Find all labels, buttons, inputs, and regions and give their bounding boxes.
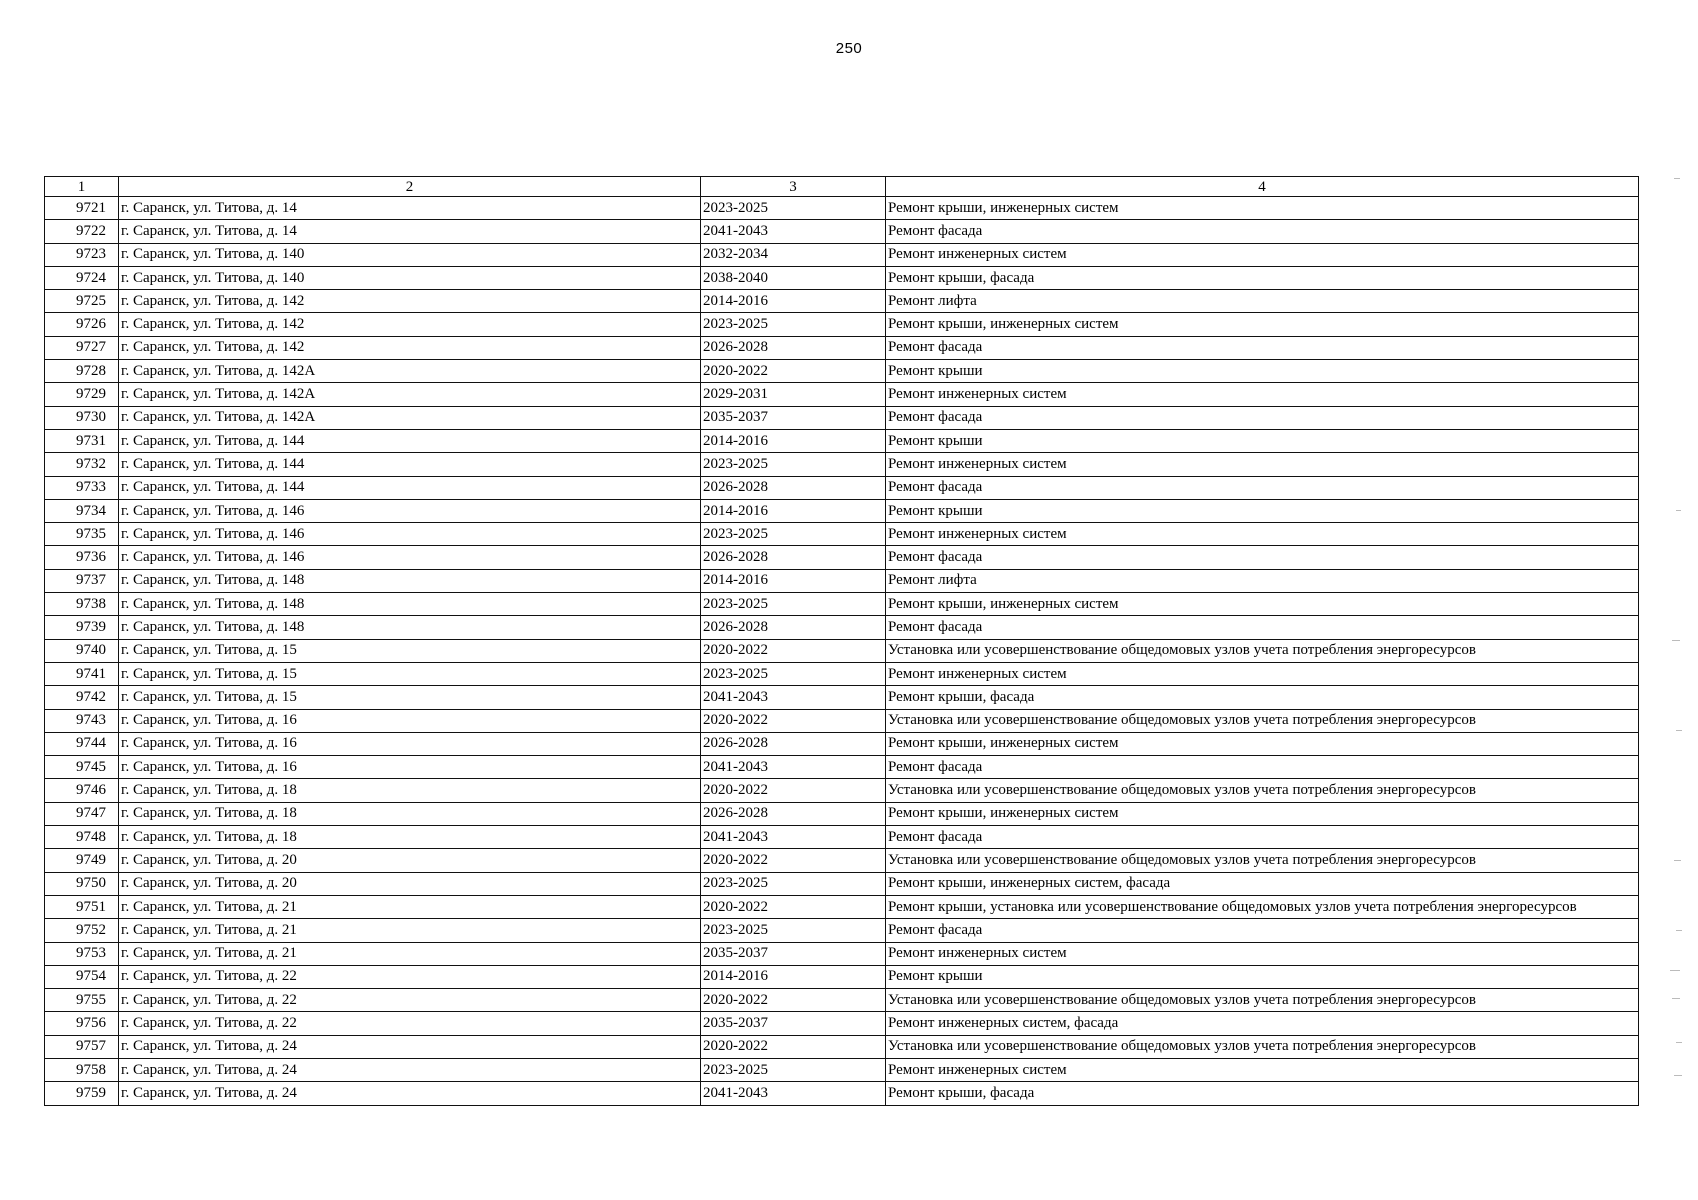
capital-repair-table <box>44 176 1639 1106</box>
header-col-3: 3 <box>701 177 886 197</box>
row-number-cell: 9736 <box>45 546 119 569</box>
page-number: 250 <box>835 40 863 57</box>
row-number-cell: 9737 <box>45 569 119 592</box>
row-number-cell: 9758 <box>45 1058 119 1081</box>
work-type-cell: Ремонт фасада <box>886 546 1639 569</box>
table-row <box>45 1012 1639 1035</box>
table-body <box>45 197 1639 1106</box>
address-cell: г. Саранск, ул. Титова, д. 140 <box>119 266 701 289</box>
work-type-cell: Ремонт инженерных систем <box>886 662 1639 685</box>
work-type-cell: Ремонт крыши, инженерных систем <box>886 593 1639 616</box>
work-type-cell: Ремонт крыши <box>886 965 1639 988</box>
work-type-cell: Ремонт крыши <box>886 360 1639 383</box>
address-cell: г. Саранск, ул. Титова, д. 142 <box>119 336 701 359</box>
work-type-cell: Ремонт инженерных систем <box>886 942 1639 965</box>
table-row <box>45 523 1639 546</box>
table-row <box>45 849 1639 872</box>
work-type-cell: Ремонт фасада <box>886 826 1639 849</box>
work-type-cell: Ремонт инженерных систем <box>886 1058 1639 1081</box>
period-cell: 2026-2028 <box>701 732 886 755</box>
row-number-cell: 9751 <box>45 895 119 918</box>
address-cell: г. Саранск, ул. Титова, д. 140 <box>119 243 701 266</box>
period-cell: 2026-2028 <box>701 802 886 825</box>
address-cell: г. Саранск, ул. Титова, д. 15 <box>119 686 701 709</box>
header-col-4: 4 <box>886 177 1639 197</box>
period-cell: 2035-2037 <box>701 942 886 965</box>
table-row <box>45 989 1639 1012</box>
table-row <box>45 919 1639 942</box>
address-cell: г. Саранск, ул. Титова, д. 144 <box>119 453 701 476</box>
period-cell: 2020-2022 <box>701 779 886 802</box>
period-cell: 2023-2025 <box>701 523 886 546</box>
work-type-cell: Установка или усовершенствование общедомовых узлов учета потребления энергоресурсов <box>886 989 1639 1012</box>
table-row <box>45 1035 1639 1058</box>
row-number-cell: 9741 <box>45 662 119 685</box>
address-cell: г. Саранск, ул. Титова, д. 146 <box>119 523 701 546</box>
row-number-cell: 9752 <box>45 919 119 942</box>
period-cell: 2023-2025 <box>701 662 886 685</box>
address-cell: г. Саранск, ул. Титова, д. 148 <box>119 569 701 592</box>
work-type-cell: Ремонт крыши, инженерных систем <box>886 732 1639 755</box>
table-row <box>45 965 1639 988</box>
table-header <box>45 177 1639 197</box>
period-cell: 2026-2028 <box>701 476 886 499</box>
row-number-cell: 9738 <box>45 593 119 616</box>
address-cell: г. Саранск, ул. Титова, д. 144 <box>119 476 701 499</box>
period-cell: 2020-2022 <box>701 639 886 662</box>
row-number-cell: 9753 <box>45 942 119 965</box>
period-cell: 2026-2028 <box>701 336 886 359</box>
period-cell: 2038-2040 <box>701 266 886 289</box>
period-cell: 2041-2043 <box>701 756 886 779</box>
table-row <box>45 732 1639 755</box>
row-number-cell: 9728 <box>45 360 119 383</box>
table-row <box>45 499 1639 522</box>
table-row <box>45 802 1639 825</box>
row-number-cell: 9726 <box>45 313 119 336</box>
table-row <box>45 686 1639 709</box>
period-cell: 2023-2025 <box>701 313 886 336</box>
address-cell: г. Саранск, ул. Титова, д. 146 <box>119 499 701 522</box>
address-cell: г. Саранск, ул. Титова, д. 16 <box>119 732 701 755</box>
work-type-cell: Ремонт лифта <box>886 290 1639 313</box>
address-cell: г. Саранск, ул. Титова, д. 22 <box>119 1012 701 1035</box>
work-type-cell: Ремонт лифта <box>886 569 1639 592</box>
table-row <box>45 942 1639 965</box>
table-row <box>45 826 1639 849</box>
address-cell: г. Саранск, ул. Титова, д. 21 <box>119 919 701 942</box>
table-row <box>45 639 1639 662</box>
work-type-cell: Ремонт фасада <box>886 756 1639 779</box>
address-cell: г. Саранск, ул. Титова, д. 20 <box>119 849 701 872</box>
header-col-1: 1 <box>45 177 119 197</box>
row-number-cell: 9735 <box>45 523 119 546</box>
table-row <box>45 1082 1639 1105</box>
period-cell: 2023-2025 <box>701 453 886 476</box>
period-cell: 2020-2022 <box>701 895 886 918</box>
table-row <box>45 360 1639 383</box>
address-cell: г. Саранск, ул. Титова, д. 146 <box>119 546 701 569</box>
work-type-cell: Ремонт инженерных систем <box>886 453 1639 476</box>
period-cell: 2014-2016 <box>701 569 886 592</box>
work-type-cell: Ремонт крыши, фасада <box>886 686 1639 709</box>
work-type-cell: Установка или усовершенствование общедомовых узлов учета потребления энергоресурсов <box>886 849 1639 872</box>
address-cell: г. Саранск, ул. Титова, д. 18 <box>119 779 701 802</box>
period-cell: 2035-2037 <box>701 406 886 429</box>
address-cell: г. Саранск, ул. Титова, д. 18 <box>119 826 701 849</box>
row-number-cell: 9729 <box>45 383 119 406</box>
row-number-cell: 9727 <box>45 336 119 359</box>
period-cell: 2023-2025 <box>701 919 886 942</box>
work-type-cell: Ремонт крыши, инженерных систем <box>886 313 1639 336</box>
period-cell: 2032-2034 <box>701 243 886 266</box>
period-cell: 2029-2031 <box>701 383 886 406</box>
work-type-cell: Ремонт фасада <box>886 616 1639 639</box>
work-type-cell: Установка или усовершенствование общедомовых узлов учета потребления энергоресурсов <box>886 639 1639 662</box>
row-number-cell: 9743 <box>45 709 119 732</box>
address-cell: г. Саранск, ул. Титова, д. 142А <box>119 383 701 406</box>
row-number-cell: 9731 <box>45 429 119 452</box>
address-cell: г. Саранск, ул. Титова, д. 144 <box>119 429 701 452</box>
work-type-cell: Ремонт фасада <box>886 476 1639 499</box>
row-number-cell: 9746 <box>45 779 119 802</box>
work-type-cell: Ремонт инженерных систем <box>886 383 1639 406</box>
row-number-cell: 9742 <box>45 686 119 709</box>
row-number-cell: 9740 <box>45 639 119 662</box>
table-row <box>45 616 1639 639</box>
address-cell: г. Саранск, ул. Титова, д. 16 <box>119 756 701 779</box>
row-number-cell: 9744 <box>45 732 119 755</box>
address-cell: г. Саранск, ул. Титова, д. 22 <box>119 965 701 988</box>
address-cell: г. Саранск, ул. Титова, д. 142А <box>119 360 701 383</box>
address-cell: г. Саранск, ул. Титова, д. 20 <box>119 872 701 895</box>
row-number-cell: 9755 <box>45 989 119 1012</box>
period-cell: 2020-2022 <box>701 989 886 1012</box>
row-number-cell: 9757 <box>45 1035 119 1058</box>
scan-margin-marks <box>1646 170 1686 1110</box>
work-type-cell: Ремонт фасада <box>886 220 1639 243</box>
work-type-cell: Установка или усовершенствование общедомовых узлов учета потребления энергоресурсов <box>886 779 1639 802</box>
address-cell: г. Саранск, ул. Титова, д. 14 <box>119 220 701 243</box>
table-row <box>45 266 1639 289</box>
row-number-cell: 9759 <box>45 1082 119 1105</box>
table-row <box>45 220 1639 243</box>
period-cell: 2026-2028 <box>701 616 886 639</box>
table-row <box>45 453 1639 476</box>
row-number-cell: 9754 <box>45 965 119 988</box>
period-cell: 2020-2022 <box>701 849 886 872</box>
work-type-cell: Установка или усовершенствование общедомовых узлов учета потребления энергоресурсов <box>886 709 1639 732</box>
address-cell: г. Саранск, ул. Титова, д. 21 <box>119 895 701 918</box>
period-cell: 2041-2043 <box>701 826 886 849</box>
row-number-cell: 9725 <box>45 290 119 313</box>
row-number-cell: 9723 <box>45 243 119 266</box>
table-row <box>45 709 1639 732</box>
address-cell: г. Саранск, ул. Титова, д. 16 <box>119 709 701 732</box>
period-cell: 2020-2022 <box>701 1035 886 1058</box>
table-row <box>45 756 1639 779</box>
address-cell: г. Саранск, ул. Титова, д. 148 <box>119 593 701 616</box>
work-type-cell: Ремонт крыши <box>886 429 1639 452</box>
row-number-cell: 9749 <box>45 849 119 872</box>
row-number-cell: 9739 <box>45 616 119 639</box>
period-cell: 2041-2043 <box>701 686 886 709</box>
address-cell: г. Саранск, ул. Титова, д. 21 <box>119 942 701 965</box>
table-row <box>45 779 1639 802</box>
address-cell: г. Саранск, ул. Титова, д. 15 <box>119 662 701 685</box>
period-cell: 2014-2016 <box>701 965 886 988</box>
table-row <box>45 569 1639 592</box>
address-cell: г. Саранск, ул. Титова, д. 24 <box>119 1082 701 1105</box>
table-row <box>45 429 1639 452</box>
work-type-cell: Ремонт крыши, установка или усовершенствование общедомовых узлов учета потребления энергоресурсов <box>886 895 1639 918</box>
row-number-cell: 9724 <box>45 266 119 289</box>
address-cell: г. Саранск, ул. Титова, д. 142 <box>119 313 701 336</box>
period-cell: 2023-2025 <box>701 1058 886 1081</box>
row-number-cell: 9748 <box>45 826 119 849</box>
address-cell: г. Саранск, ул. Титова, д. 24 <box>119 1058 701 1081</box>
table-row <box>45 336 1639 359</box>
period-cell: 2020-2022 <box>701 709 886 732</box>
row-number-cell: 9750 <box>45 872 119 895</box>
header-col-2: 2 <box>119 177 701 197</box>
work-type-cell: Ремонт инженерных систем <box>886 243 1639 266</box>
header-row <box>45 177 1639 197</box>
work-type-cell: Ремонт крыши <box>886 499 1639 522</box>
address-cell: г. Саранск, ул. Титова, д. 14 <box>119 197 701 220</box>
table-row <box>45 243 1639 266</box>
table-row <box>45 546 1639 569</box>
work-type-cell: Ремонт фасада <box>886 336 1639 359</box>
address-cell: г. Саранск, ул. Титова, д. 22 <box>119 989 701 1012</box>
period-cell: 2041-2043 <box>701 220 886 243</box>
period-cell: 2026-2028 <box>701 546 886 569</box>
period-cell: 2014-2016 <box>701 290 886 313</box>
table-row <box>45 872 1639 895</box>
work-type-cell: Ремонт крыши, фасада <box>886 266 1639 289</box>
work-type-cell: Ремонт крыши, инженерных систем <box>886 802 1639 825</box>
table-row <box>45 476 1639 499</box>
period-cell: 2023-2025 <box>701 593 886 616</box>
table-row <box>45 197 1639 220</box>
work-type-cell: Ремонт крыши, фасада <box>886 1082 1639 1105</box>
table-row <box>45 895 1639 918</box>
row-number-cell: 9732 <box>45 453 119 476</box>
address-cell: г. Саранск, ул. Титова, д. 24 <box>119 1035 701 1058</box>
work-type-cell: Ремонт инженерных систем, фасада <box>886 1012 1639 1035</box>
work-type-cell: Установка или усовершенствование общедомовых узлов учета потребления энергоресурсов <box>886 1035 1639 1058</box>
address-cell: г. Саранск, ул. Титова, д. 142 <box>119 290 701 313</box>
row-number-cell: 9721 <box>45 197 119 220</box>
row-number-cell: 9747 <box>45 802 119 825</box>
work-type-cell: Ремонт крыши, инженерных систем <box>886 197 1639 220</box>
row-number-cell: 9756 <box>45 1012 119 1035</box>
row-number-cell: 9733 <box>45 476 119 499</box>
table-row <box>45 593 1639 616</box>
row-number-cell: 9734 <box>45 499 119 522</box>
work-type-cell: Ремонт крыши, инженерных систем, фасада <box>886 872 1639 895</box>
table-row <box>45 662 1639 685</box>
period-cell: 2023-2025 <box>701 197 886 220</box>
address-cell: г. Саранск, ул. Титова, д. 18 <box>119 802 701 825</box>
period-cell: 2035-2037 <box>701 1012 886 1035</box>
row-number-cell: 9730 <box>45 406 119 429</box>
address-cell: г. Саранск, ул. Титова, д. 148 <box>119 616 701 639</box>
row-number-cell: 9745 <box>45 756 119 779</box>
work-type-cell: Ремонт инженерных систем <box>886 523 1639 546</box>
row-number-cell: 9722 <box>45 220 119 243</box>
table-row <box>45 383 1639 406</box>
period-cell: 2014-2016 <box>701 499 886 522</box>
period-cell: 2023-2025 <box>701 872 886 895</box>
period-cell: 2014-2016 <box>701 429 886 452</box>
work-type-cell: Ремонт фасада <box>886 406 1639 429</box>
period-cell: 2041-2043 <box>701 1082 886 1105</box>
table-row <box>45 406 1639 429</box>
address-cell: г. Саранск, ул. Титова, д. 142А <box>119 406 701 429</box>
table-row <box>45 1058 1639 1081</box>
table-row <box>45 290 1639 313</box>
work-type-cell: Ремонт фасада <box>886 919 1639 942</box>
address-cell: г. Саранск, ул. Титова, д. 15 <box>119 639 701 662</box>
period-cell: 2020-2022 <box>701 360 886 383</box>
table-row <box>45 313 1639 336</box>
